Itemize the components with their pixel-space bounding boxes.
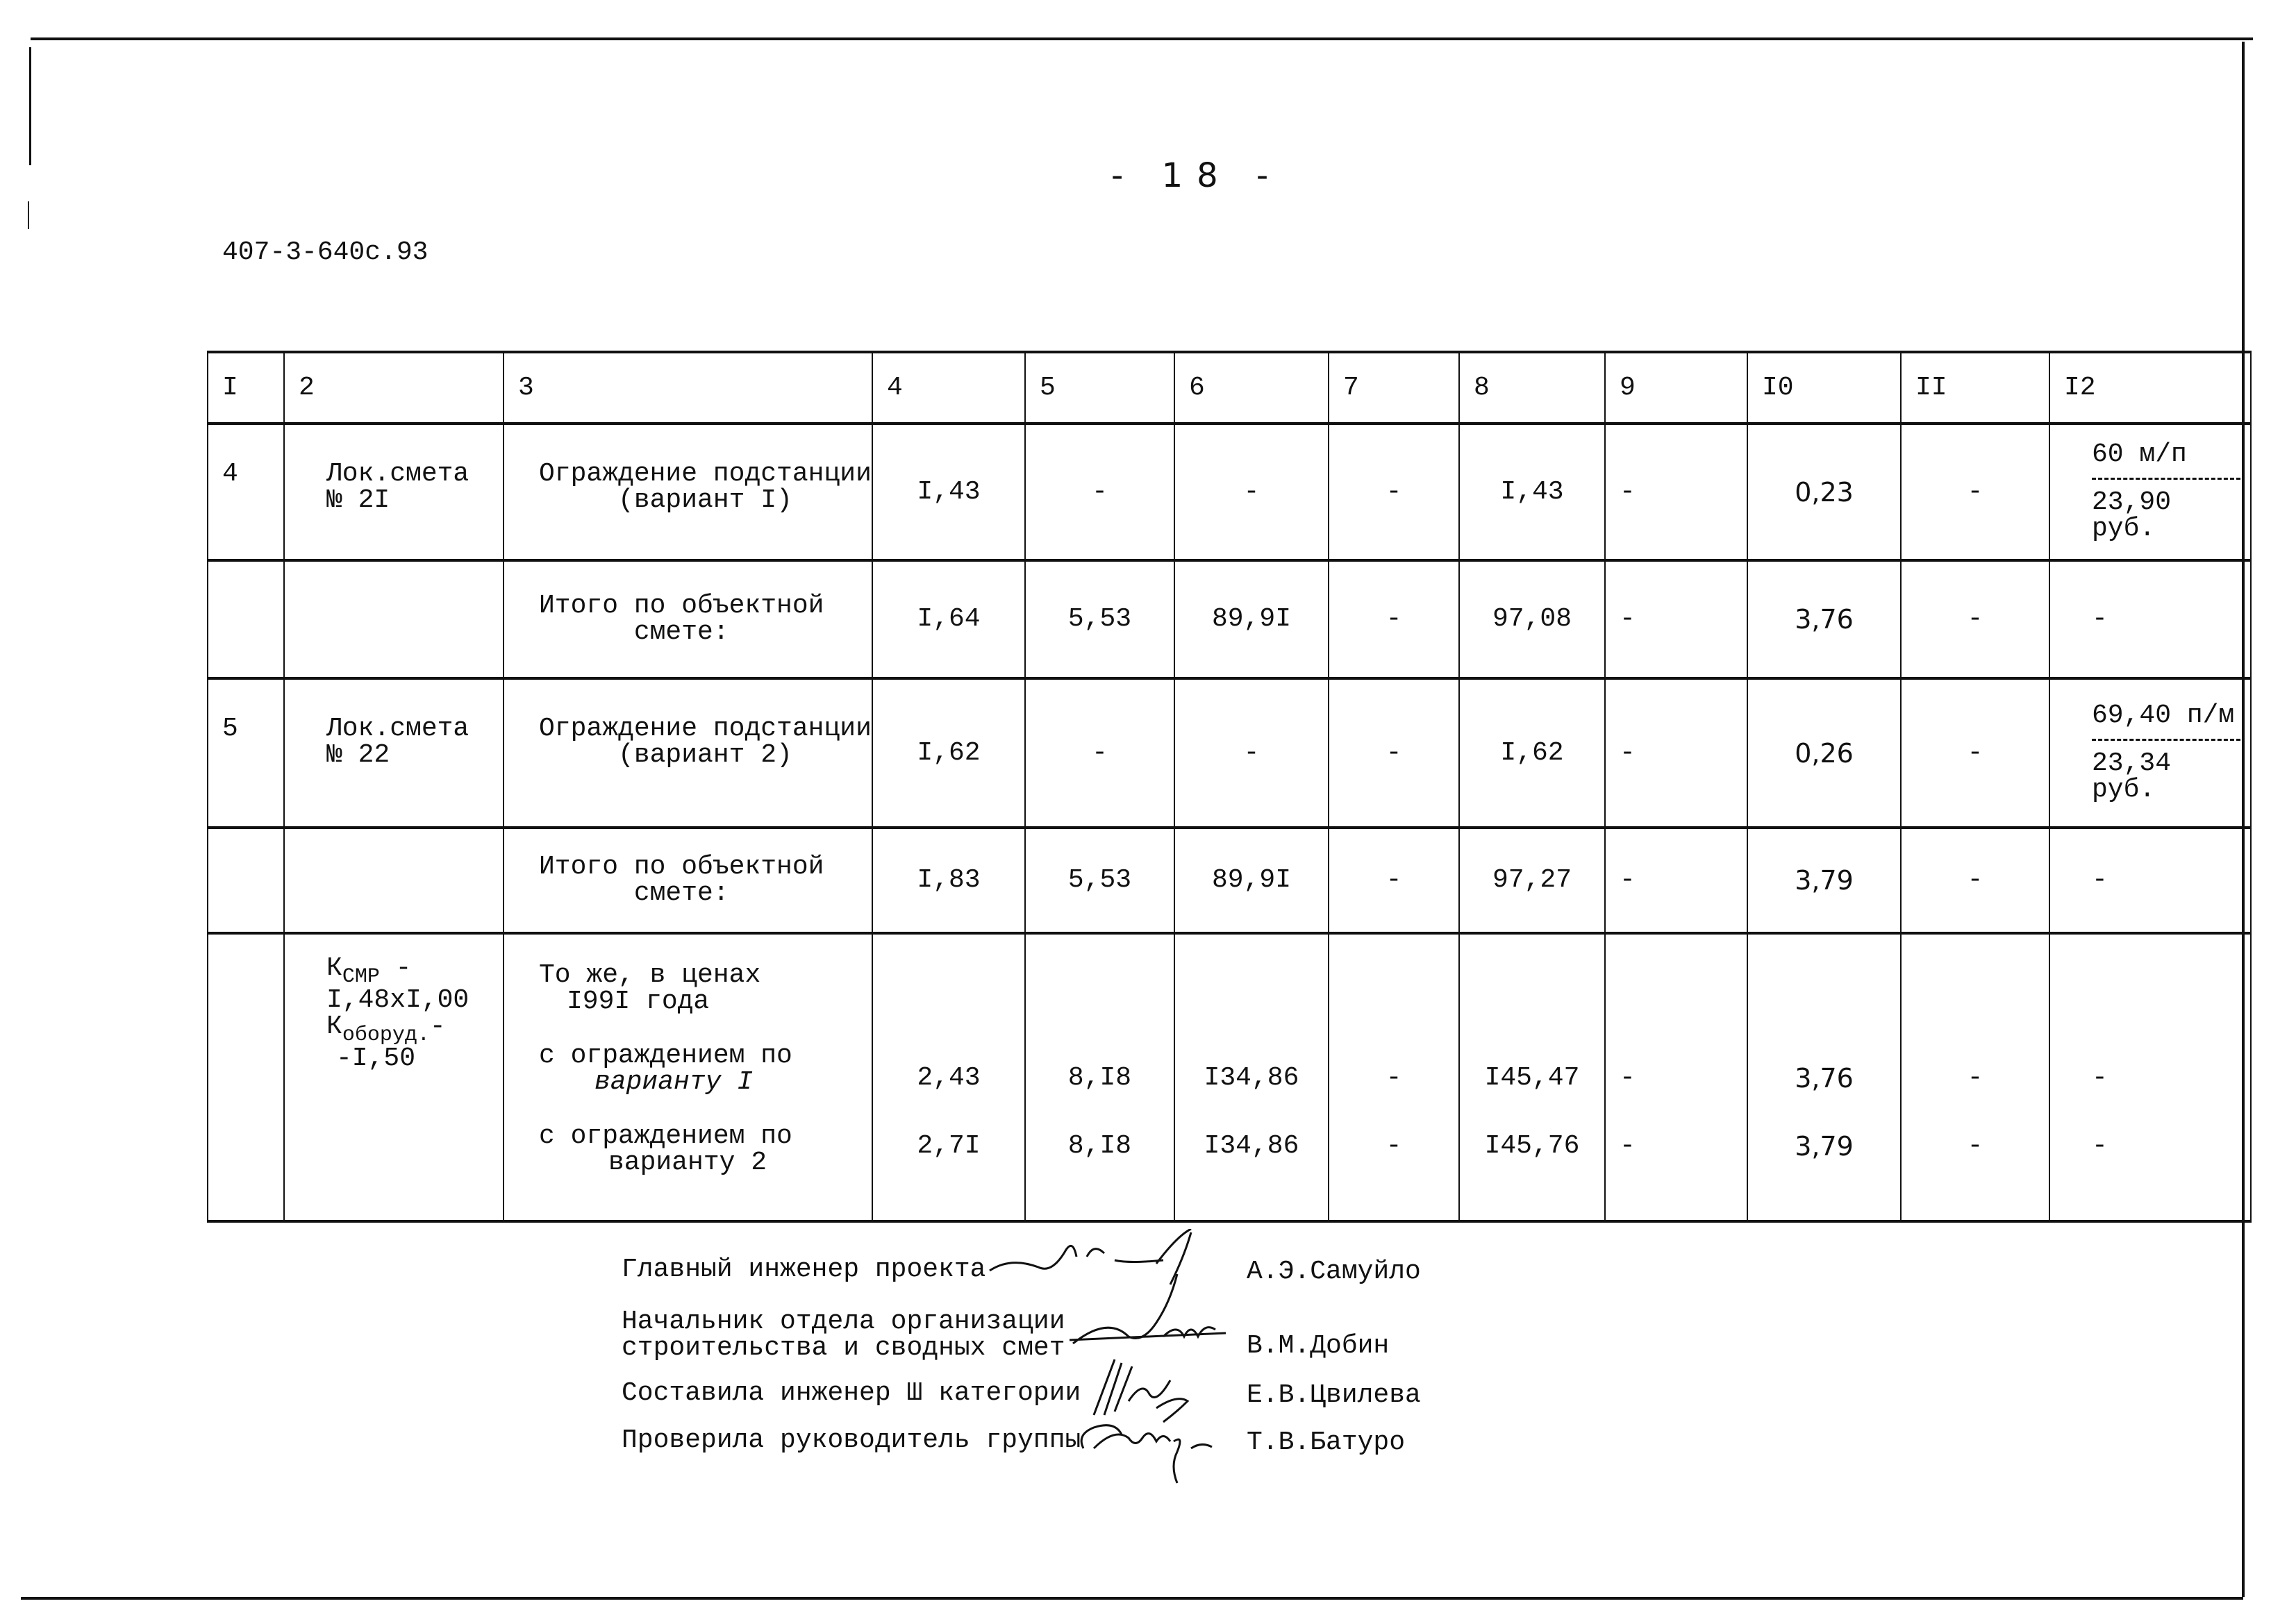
cell-col11: - - — [1901, 933, 2049, 1221]
page-frame-top-border — [31, 37, 2253, 40]
cell-col8: 97,27 — [1459, 828, 1605, 933]
signatory-title: Главный инженер проекта — [622, 1255, 986, 1284]
cell-col11: - — [1901, 828, 2049, 933]
item-description: Итого по объектной смете: — [504, 560, 872, 678]
estimate-ref — [284, 828, 504, 933]
cell-col9: - — [1605, 560, 1747, 678]
cell-col8: I45,47 I45,76 — [1459, 933, 1605, 1221]
cell-col4: 2,43 2,7I — [872, 933, 1025, 1221]
cell-col4: I,62 — [872, 678, 1025, 828]
signatory-name: Е.В.Цвилева — [1247, 1380, 1421, 1410]
cell-col12: - - — [2049, 933, 2251, 1221]
signatory-title: Начальник отдела организации строительства и сводных смет — [622, 1307, 1065, 1363]
signatory-name: А.Э.Самуйло — [1247, 1257, 1421, 1287]
page-frame-left-border — [29, 47, 31, 165]
cell-col7: - — [1329, 678, 1459, 828]
cell-col12: - — [2049, 828, 2251, 933]
cell-col8: I,43 — [1459, 424, 1605, 560]
column-header: 5 — [1025, 352, 1174, 424]
document-code: 407-3-640с.93 — [222, 237, 429, 267]
table-header-row — [208, 352, 2251, 424]
cell-col7: - — [1329, 828, 1459, 933]
cell-col5: - — [1025, 424, 1174, 560]
table-row-subtotal — [208, 828, 2251, 933]
cell-col5: - — [1025, 678, 1174, 828]
cell-col7: - — [1329, 560, 1459, 678]
cell-col10: 0,23 — [1747, 424, 1901, 560]
row-number — [208, 933, 284, 1221]
handwritten-signature-icon — [1073, 1414, 1240, 1497]
table-row — [208, 678, 2251, 828]
table-row-subtotal — [208, 560, 2251, 678]
estimate-ref — [284, 560, 504, 678]
row-number: 5 — [208, 678, 284, 828]
coefficients: $К_{СМР}$ - I,48xI,00 $К_{оборуд.}-$ -I,50 — [284, 933, 504, 1221]
column-header: 2 — [284, 352, 504, 424]
cell-col5: 5,53 — [1025, 828, 1174, 933]
page-frame-bottom-border — [21, 1597, 2243, 1600]
item-description: Ограждение подстанции (вариант I) — [504, 424, 872, 560]
row-number: 4 — [208, 424, 284, 560]
table-row — [208, 424, 2251, 560]
cell-col10: 0,26 — [1747, 678, 1901, 828]
estimate-ref: Лок.смета № 2I — [284, 424, 504, 560]
column-header: I2 — [2049, 352, 2251, 424]
cell-col11: - — [1901, 678, 2049, 828]
cell-col11: - — [1901, 560, 2049, 678]
cell-col7: - — [1329, 424, 1459, 560]
column-header: I0 — [1747, 352, 1901, 424]
cell-col9: - — [1605, 424, 1747, 560]
cell-col6: 89,9I — [1174, 828, 1329, 933]
cell-col8: 97,08 — [1459, 560, 1605, 678]
item-description: Итого по объектной смете: — [504, 828, 872, 933]
page-frame-left-mark — [28, 201, 29, 229]
column-header: 8 — [1459, 352, 1605, 424]
row-number — [208, 828, 284, 933]
row-number — [208, 560, 284, 678]
cell-col4: I,83 — [872, 828, 1025, 933]
cell-col4: I,43 — [872, 424, 1025, 560]
cell-col4: I,64 — [872, 560, 1025, 678]
cell-col8: I,62 — [1459, 678, 1605, 828]
quantity-value: 60 м/п — [2092, 442, 2240, 480]
unit-price-value: 23,34 руб. — [2092, 748, 2172, 805]
cell-col12: - — [2049, 560, 2251, 678]
item-description: Ограждение подстанции (вариант 2) — [504, 678, 872, 828]
cell-col10: 3,76 3,79 — [1747, 933, 1901, 1221]
estimate-table — [207, 351, 2252, 1223]
column-header: 7 — [1329, 352, 1459, 424]
cell-col9: - — [1605, 678, 1747, 828]
cell-col10: 3,76 — [1747, 560, 1901, 678]
cell-col6: 89,9I — [1174, 560, 1329, 678]
item-description: То же, в ценах I99I года с ограждением по варианту I с ограждением по варианту 2 — [504, 933, 872, 1221]
unit-cost-fraction — [2049, 424, 2251, 560]
unit-cost-fraction — [2049, 678, 2251, 828]
cell-col6: I34,86 I34,86 — [1174, 933, 1329, 1221]
cell-col7: - - — [1329, 933, 1459, 1221]
cell-col11: - — [1901, 424, 2049, 560]
estimate-ref: Лок.смета № 22 — [284, 678, 504, 828]
column-header: 6 — [1174, 352, 1329, 424]
table-row-1991-prices — [208, 933, 2251, 1221]
quantity-value: 69,40 п/м — [2092, 703, 2240, 741]
column-header: 3 — [504, 352, 872, 424]
column-header: 4 — [872, 352, 1025, 424]
column-header: I — [208, 352, 284, 424]
signatory-title: Составила инженер Ш категории — [622, 1378, 1081, 1408]
page-number: - 18 - — [1111, 156, 1283, 195]
unit-price-value: 23,90 руб. — [2092, 487, 2172, 544]
signatory-name: Т.В.Батуро — [1247, 1428, 1406, 1457]
cell-col6: - — [1174, 678, 1329, 828]
cell-col5: 5,53 — [1025, 560, 1174, 678]
cell-col5: 8,I8 8,I8 — [1025, 933, 1174, 1221]
column-header: 9 — [1605, 352, 1747, 424]
signatory-title: Проверила руководитель группы — [622, 1425, 1081, 1455]
cell-col6: - — [1174, 424, 1329, 560]
column-header: II — [1901, 352, 2049, 424]
signatory-name: В.М.Добин — [1247, 1331, 1390, 1361]
cell-col10: 3,79 — [1747, 828, 1901, 933]
cell-col9: - - — [1605, 933, 1747, 1221]
cell-col9: - — [1605, 828, 1747, 933]
